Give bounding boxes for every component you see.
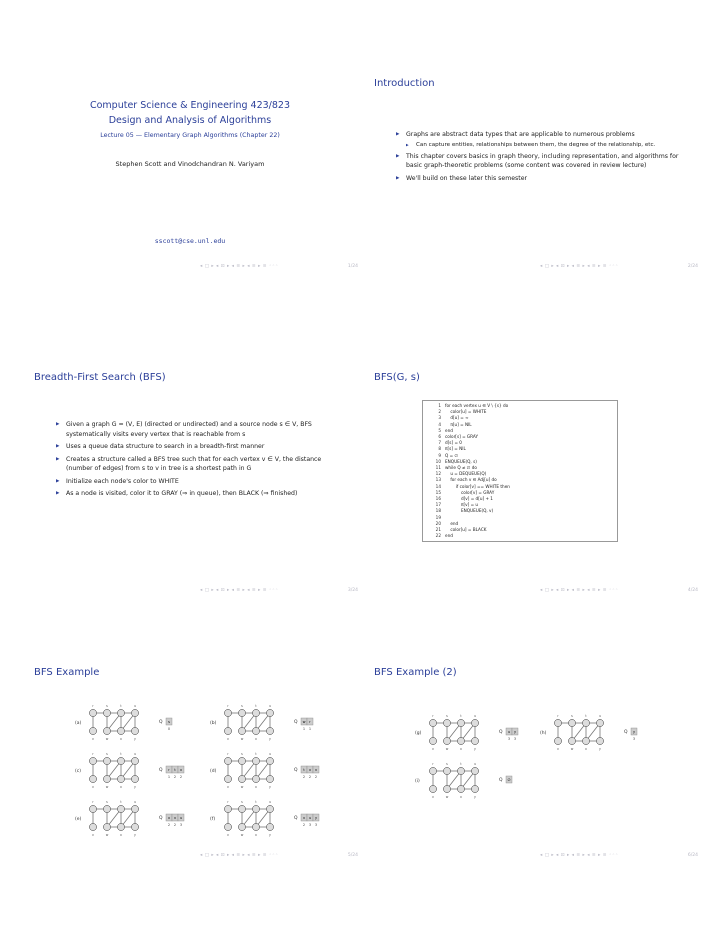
vertex-label: s xyxy=(571,714,573,718)
graph-panel xyxy=(415,714,518,751)
vertex-label: v xyxy=(432,795,434,799)
queue-distance: 3 xyxy=(513,737,517,741)
graph-vertex xyxy=(238,757,245,764)
graph-vertex xyxy=(131,823,138,830)
vertex-label: t xyxy=(460,762,462,766)
graph-panel xyxy=(75,800,184,837)
graph-panel xyxy=(75,704,172,741)
vertex-label: x xyxy=(255,785,257,789)
vertex-label: u xyxy=(268,752,272,756)
queue-label: Q xyxy=(294,816,298,821)
vertex-label: w xyxy=(240,737,244,741)
vertex-label: s xyxy=(241,704,243,708)
vertex-label: w xyxy=(240,785,244,789)
slide-heading: BFS Example (2) xyxy=(374,667,457,678)
queue-distance: 3 xyxy=(308,823,312,827)
graph-vertex xyxy=(252,823,259,830)
graph-vertex xyxy=(266,775,273,782)
queue-distance: 3 xyxy=(314,823,318,827)
vertex-label: t xyxy=(255,752,257,756)
code-line: 18 ENQUEUE(Q, v) xyxy=(435,508,494,514)
nav-controls[interactable]: ◂ □ ▸ ◂ ⊡ ▸ ◂ ≡ ▸ ◂ ≡ ▸ ≡ ◦◦◦ xyxy=(200,264,279,269)
queue-label: Q xyxy=(159,768,163,773)
graph-vertex xyxy=(429,767,436,774)
graph-vertex xyxy=(596,719,603,726)
vertex-label: w xyxy=(105,833,109,837)
graph-vertex xyxy=(224,823,231,830)
graph-vertex xyxy=(238,823,245,830)
code-line: 19 xyxy=(435,514,441,520)
graph-vertex xyxy=(266,757,273,764)
queue-value: u xyxy=(507,730,511,734)
queue-distance: 0 xyxy=(167,727,171,731)
graph-vertex xyxy=(224,775,231,782)
page-number: 6/24 xyxy=(687,853,698,858)
slide-bfs-example xyxy=(20,665,360,950)
graph-vertex xyxy=(471,719,478,726)
vertex-label: t xyxy=(120,752,122,756)
vertex-label: v xyxy=(227,737,229,741)
course-subtitle: Design and Analysis of Algorithms xyxy=(108,115,272,126)
code-line: 8 π[s] = NIL xyxy=(438,446,466,452)
panel-label: (g) xyxy=(415,731,422,736)
queue-label: Q xyxy=(624,730,628,735)
vertex-label: x xyxy=(255,833,257,837)
vertex-label: y xyxy=(474,795,476,799)
queue-value: v xyxy=(173,816,177,820)
graph-vertex xyxy=(252,727,259,734)
nav-controls[interactable]: ◂ □ ▸ ◂ ⊡ ▸ ◂ ≡ ▸ ◂ ≡ ▸ ≡ ◦◦◦ xyxy=(200,588,279,593)
queue-label: Q xyxy=(159,816,163,821)
code-line: 9 Q = ∅ xyxy=(438,452,459,458)
vertex-label: t xyxy=(460,714,462,718)
queue-value: u xyxy=(308,816,312,820)
code-line: 14 if color[v] == WHITE then xyxy=(435,483,510,489)
bullet-item: ▶ Uses a queue data structure to search in a breadth-first manner xyxy=(56,442,346,452)
queue-distance: 2 xyxy=(173,775,177,779)
vertex-label: u xyxy=(268,800,272,804)
graph-vertex xyxy=(238,727,245,734)
vertex-label: v xyxy=(557,747,559,751)
graph-vertex xyxy=(224,805,231,812)
queue-value: r xyxy=(168,768,170,772)
vertex-label: v xyxy=(227,833,229,837)
bullet-item: ▶ As a node is visited, color it to GRAY (⇒ in queue), then BLACK (⇒ finished) xyxy=(56,489,346,499)
bullet-item: ▶ Given a graph G = (V, E) (directed or undirected) and a source node s ∈ V, BFS systematically visits every vertex that is reachable from s xyxy=(56,420,346,439)
vertex-label: v xyxy=(92,737,94,741)
graph-vertex xyxy=(131,775,138,782)
vertex-label: s xyxy=(241,800,243,804)
graph-vertex xyxy=(429,719,436,726)
vertex-label: w xyxy=(105,785,109,789)
graph-vertex xyxy=(117,757,124,764)
page-number: 1/24 xyxy=(347,264,358,269)
code-line: 16 d[v] = d[u] + 1 xyxy=(435,496,493,502)
queue-value: v xyxy=(302,816,306,820)
vertex-label: r xyxy=(432,762,434,766)
panel-label: (e) xyxy=(75,817,82,822)
queue-label: Q xyxy=(499,778,503,783)
graph-vertex xyxy=(89,823,96,830)
graph-vertex xyxy=(117,805,124,812)
graph-vertex xyxy=(103,727,110,734)
code-line: 13 for each v ∈ Adj[u] do xyxy=(435,477,497,483)
vertex-label: u xyxy=(473,762,477,766)
slide-bfs-example-2 xyxy=(360,665,700,950)
graph-vertex xyxy=(238,805,245,812)
vertex-label: y xyxy=(474,747,476,751)
course-title: Computer Science & Engineering 423/823 xyxy=(89,100,290,111)
code-line: 2 color[u] = WHITE xyxy=(438,409,487,415)
graph-vertex xyxy=(89,727,96,734)
graph-vertex xyxy=(103,823,110,830)
email-link[interactable]: sscott@cse.unl.edu xyxy=(154,237,226,245)
queue-value: ∅ xyxy=(507,778,511,782)
queue-value: x xyxy=(167,816,171,820)
graph-vertex xyxy=(266,805,273,812)
code-line: 17 π[v] = u xyxy=(435,502,479,508)
panel-label: (c) xyxy=(75,769,81,774)
page-number: 2/24 xyxy=(687,264,698,269)
graph-vertex xyxy=(224,757,231,764)
graph-vertex xyxy=(596,737,603,744)
graph-vertex xyxy=(117,727,124,734)
graph-vertex xyxy=(238,709,245,716)
graph-vertex xyxy=(131,805,138,812)
code-line: 22 end xyxy=(435,533,453,539)
slide-heading: BFS Example xyxy=(34,667,100,678)
page-number: 3/24 xyxy=(347,588,358,593)
graph-vertex xyxy=(457,719,464,726)
graph-panel xyxy=(210,800,319,837)
vertex-label: w xyxy=(445,795,449,799)
panel-label: (b) xyxy=(210,721,217,726)
graph-vertex xyxy=(554,719,561,726)
vertex-label: y xyxy=(269,833,271,837)
graph-vertex xyxy=(131,709,138,716)
graph-vertex xyxy=(582,719,589,726)
vertex-label: r xyxy=(557,714,559,718)
queue-distance: 2 xyxy=(302,775,306,779)
graph-vertex xyxy=(568,719,575,726)
page-number: 5/24 xyxy=(347,853,358,858)
vertex-label: t xyxy=(120,704,122,708)
lecture-title: Lecture 05 — Elementary Graph Algorithms (Chapter 22) xyxy=(100,132,280,139)
queue-value: y xyxy=(632,730,636,734)
code-line: 11 while Q ≠ ∅ do xyxy=(435,465,477,471)
bullet-item: ▶ This chapter covers basics in graph theory, including representation, and algorithms for basic graph-theoretic problems (some content was covered in review lecture) xyxy=(396,152,696,171)
queue-value: y xyxy=(314,816,318,820)
queue-distance: 1 xyxy=(167,775,171,779)
vertex-label: x xyxy=(460,795,462,799)
queue-distance: 3 xyxy=(179,823,183,827)
slide-heading: Introduction xyxy=(374,78,435,89)
queue-value: t xyxy=(303,768,305,772)
queue-value: x xyxy=(308,768,312,772)
bullet-item: ▶ Graphs are abstract data types that are applicable to numerous problems ▶ Can capture entities, relationships between them, the degree of the relationship, etc. xyxy=(396,130,696,149)
vertex-label: u xyxy=(268,704,272,708)
code-line: 21 color[u] = BLACK xyxy=(435,527,487,533)
graph-vertex xyxy=(457,737,464,744)
graph-vertex xyxy=(103,775,110,782)
queue-value: u xyxy=(179,816,183,820)
queue-distance: 2 xyxy=(308,775,312,779)
queue-distance: 2 xyxy=(302,823,306,827)
vertex-label: v xyxy=(92,785,94,789)
graph-vertex xyxy=(103,805,110,812)
panel-label: (i) xyxy=(415,779,420,784)
queue-label: Q xyxy=(294,720,298,725)
queue-distance: 3 xyxy=(632,737,636,741)
panel-label: (a) xyxy=(75,721,82,726)
graph-vertex xyxy=(252,709,259,716)
graph-vertex xyxy=(568,737,575,744)
slide-introduction xyxy=(360,60,700,345)
graph-panel xyxy=(210,752,319,789)
bullet-item: ▶ Initialize each node's color to WHITE xyxy=(56,477,346,487)
graph-vertex xyxy=(89,775,96,782)
bfs-example-figure xyxy=(20,695,360,855)
graph-vertex xyxy=(252,757,259,764)
graph-vertex xyxy=(252,805,259,812)
graph-vertex xyxy=(224,709,231,716)
bullet-item: ▶ We'll build on these later this semester xyxy=(396,174,696,184)
vertex-label: t xyxy=(255,704,257,708)
vertex-label: s xyxy=(106,800,108,804)
queue-distance: 3 xyxy=(507,737,511,741)
graph-panel xyxy=(75,752,184,789)
queue-label: Q xyxy=(159,720,163,725)
graph-vertex xyxy=(266,727,273,734)
vertex-label: u xyxy=(133,752,137,756)
vertex-label: s xyxy=(241,752,243,756)
queue-value: y xyxy=(513,730,517,734)
vertex-label: w xyxy=(105,737,109,741)
graph-vertex xyxy=(429,785,436,792)
vertex-label: w xyxy=(240,833,244,837)
vertex-label: s xyxy=(106,704,108,708)
authors: Stephen Scott and Vinodchandran N. Variyam xyxy=(115,160,265,168)
queue-distance: 2 xyxy=(167,823,171,827)
graph-vertex xyxy=(238,775,245,782)
queue-distance: 1 xyxy=(302,727,306,731)
queue-value: x xyxy=(179,768,183,772)
vertex-label: x xyxy=(120,833,122,837)
vertex-label: r xyxy=(92,800,94,804)
queue-distance: 2 xyxy=(179,775,183,779)
graph-vertex xyxy=(443,737,450,744)
graph-vertex xyxy=(429,737,436,744)
vertex-label: y xyxy=(134,737,136,741)
queue-distance: 2 xyxy=(314,775,318,779)
vertex-label: u xyxy=(473,714,477,718)
vertex-label: u xyxy=(133,704,137,708)
nav-controls[interactable]: ◂ □ ▸ ◂ ⊡ ▸ ◂ ≡ ▸ ◂ ≡ ▸ ≡ ◦◦◦ xyxy=(540,853,619,858)
graph-vertex xyxy=(89,709,96,716)
graph-panel xyxy=(540,714,637,751)
slide-bfs-intro xyxy=(20,370,360,655)
graph-vertex xyxy=(252,775,259,782)
nav-controls[interactable]: ◂ □ ▸ ◂ ⊡ ▸ ◂ ≡ ▸ ◂ ≡ ▸ ≡ ◦◦◦ xyxy=(540,588,619,593)
vertex-label: y xyxy=(269,785,271,789)
code-line: 1 for each vertex u ∈ V \ {s} do xyxy=(438,403,509,408)
vertex-label: y xyxy=(599,747,601,751)
vertex-label: r xyxy=(227,704,229,708)
slide-heading: Breadth-First Search (BFS) xyxy=(34,372,166,383)
code-line: 6 color[s] = GRAY xyxy=(438,434,479,440)
code-line: 15 color[v] = GRAY xyxy=(435,489,495,495)
queue-distance: 1 xyxy=(308,727,312,731)
graph-panel xyxy=(210,704,313,741)
vertex-label: r xyxy=(227,800,229,804)
queue-value: v xyxy=(314,768,318,772)
vertex-label: x xyxy=(255,737,257,741)
vertex-label: x xyxy=(585,747,587,751)
queue-value: t xyxy=(174,768,176,772)
vertex-label: x xyxy=(120,737,122,741)
code-line: 7 d[s] = 0 xyxy=(438,440,462,446)
graph-vertex xyxy=(103,757,110,764)
nav-controls[interactable]: ◂ □ ▸ ◂ ⊡ ▸ ◂ ≡ ▸ ◂ ≡ ▸ ≡ ◦◦◦ xyxy=(200,853,279,858)
vertex-label: r xyxy=(432,714,434,718)
code-line: 12 u = DEQUEUE(Q) xyxy=(435,471,487,477)
vertex-label: r xyxy=(227,752,229,756)
bullet-list xyxy=(56,420,346,502)
pseudocode-box xyxy=(422,400,618,542)
vertex-label: s xyxy=(446,714,448,718)
queue-label: Q xyxy=(294,768,298,773)
vertex-label: v xyxy=(432,747,434,751)
vertex-label: x xyxy=(460,747,462,751)
code-line: 3 d[u] = ∞ xyxy=(438,415,469,421)
graph-vertex xyxy=(471,785,478,792)
graph-panel xyxy=(415,762,512,799)
graph-vertex xyxy=(224,727,231,734)
vertex-label: v xyxy=(227,785,229,789)
graph-vertex xyxy=(554,737,561,744)
bullet-item: ▶ Creates a structure called a BFS tree such that for each vertex v ∈ V, the distance (number of edges) from s to v in tree is a shortest path in G xyxy=(56,455,346,474)
graph-vertex xyxy=(89,757,96,764)
slide-bfs-algorithm xyxy=(360,370,700,655)
vertex-label: t xyxy=(120,800,122,804)
graph-vertex xyxy=(117,775,124,782)
graph-vertex xyxy=(457,785,464,792)
graph-vertex xyxy=(131,727,138,734)
graph-vertex xyxy=(471,767,478,774)
graph-vertex xyxy=(89,805,96,812)
graph-vertex xyxy=(117,823,124,830)
slide-heading: BFS(G, s) xyxy=(374,372,420,383)
vertex-label: w xyxy=(445,747,449,751)
graph-vertex xyxy=(457,767,464,774)
queue-value: r xyxy=(309,720,311,724)
vertex-label: y xyxy=(134,785,136,789)
queue-value: s xyxy=(168,720,170,724)
vertex-label: r xyxy=(92,704,94,708)
bullet-list xyxy=(396,130,696,186)
graph-vertex xyxy=(471,737,478,744)
graph-vertex xyxy=(443,719,450,726)
vertex-label: r xyxy=(92,752,94,756)
panel-label: (d) xyxy=(210,769,217,774)
graph-vertex xyxy=(131,757,138,764)
graph-vertex xyxy=(117,709,124,716)
bfs-example-figure xyxy=(360,695,700,855)
panel-label: (f) xyxy=(210,817,216,822)
vertex-label: v xyxy=(92,833,94,837)
nav-controls[interactable]: ◂ □ ▸ ◂ ⊡ ▸ ◂ ≡ ▸ ◂ ≡ ▸ ≡ ◦◦◦ xyxy=(540,264,619,269)
vertex-label: s xyxy=(106,752,108,756)
graph-vertex xyxy=(582,737,589,744)
slide-title xyxy=(20,60,360,345)
vertex-label: y xyxy=(134,833,136,837)
panel-label: (h) xyxy=(540,731,547,736)
queue-label: Q xyxy=(499,730,503,735)
vertex-label: s xyxy=(446,762,448,766)
graph-vertex xyxy=(266,709,273,716)
code-line: 10 ENQUEUE(Q, s) xyxy=(435,458,477,464)
vertex-label: w xyxy=(570,747,574,751)
sub-bullet-item: ▶ Can capture entities, relationships between them, the degree of the relationship, etc. xyxy=(406,141,696,149)
vertex-label: u xyxy=(133,800,137,804)
graph-vertex xyxy=(443,767,450,774)
vertex-label: t xyxy=(255,800,257,804)
queue-value: w xyxy=(302,720,306,724)
vertex-label: x xyxy=(120,785,122,789)
code-line: 4 π[u] = NIL xyxy=(438,421,472,427)
code-line: 20 end xyxy=(435,520,459,526)
graph-vertex xyxy=(266,823,273,830)
graph-vertex xyxy=(443,785,450,792)
vertex-label: t xyxy=(585,714,587,718)
vertex-label: y xyxy=(269,737,271,741)
vertex-label: u xyxy=(598,714,602,718)
code-line: 5 end xyxy=(438,427,453,433)
graph-vertex xyxy=(103,709,110,716)
page-number: 4/24 xyxy=(687,588,698,593)
queue-distance: 2 xyxy=(173,823,177,827)
